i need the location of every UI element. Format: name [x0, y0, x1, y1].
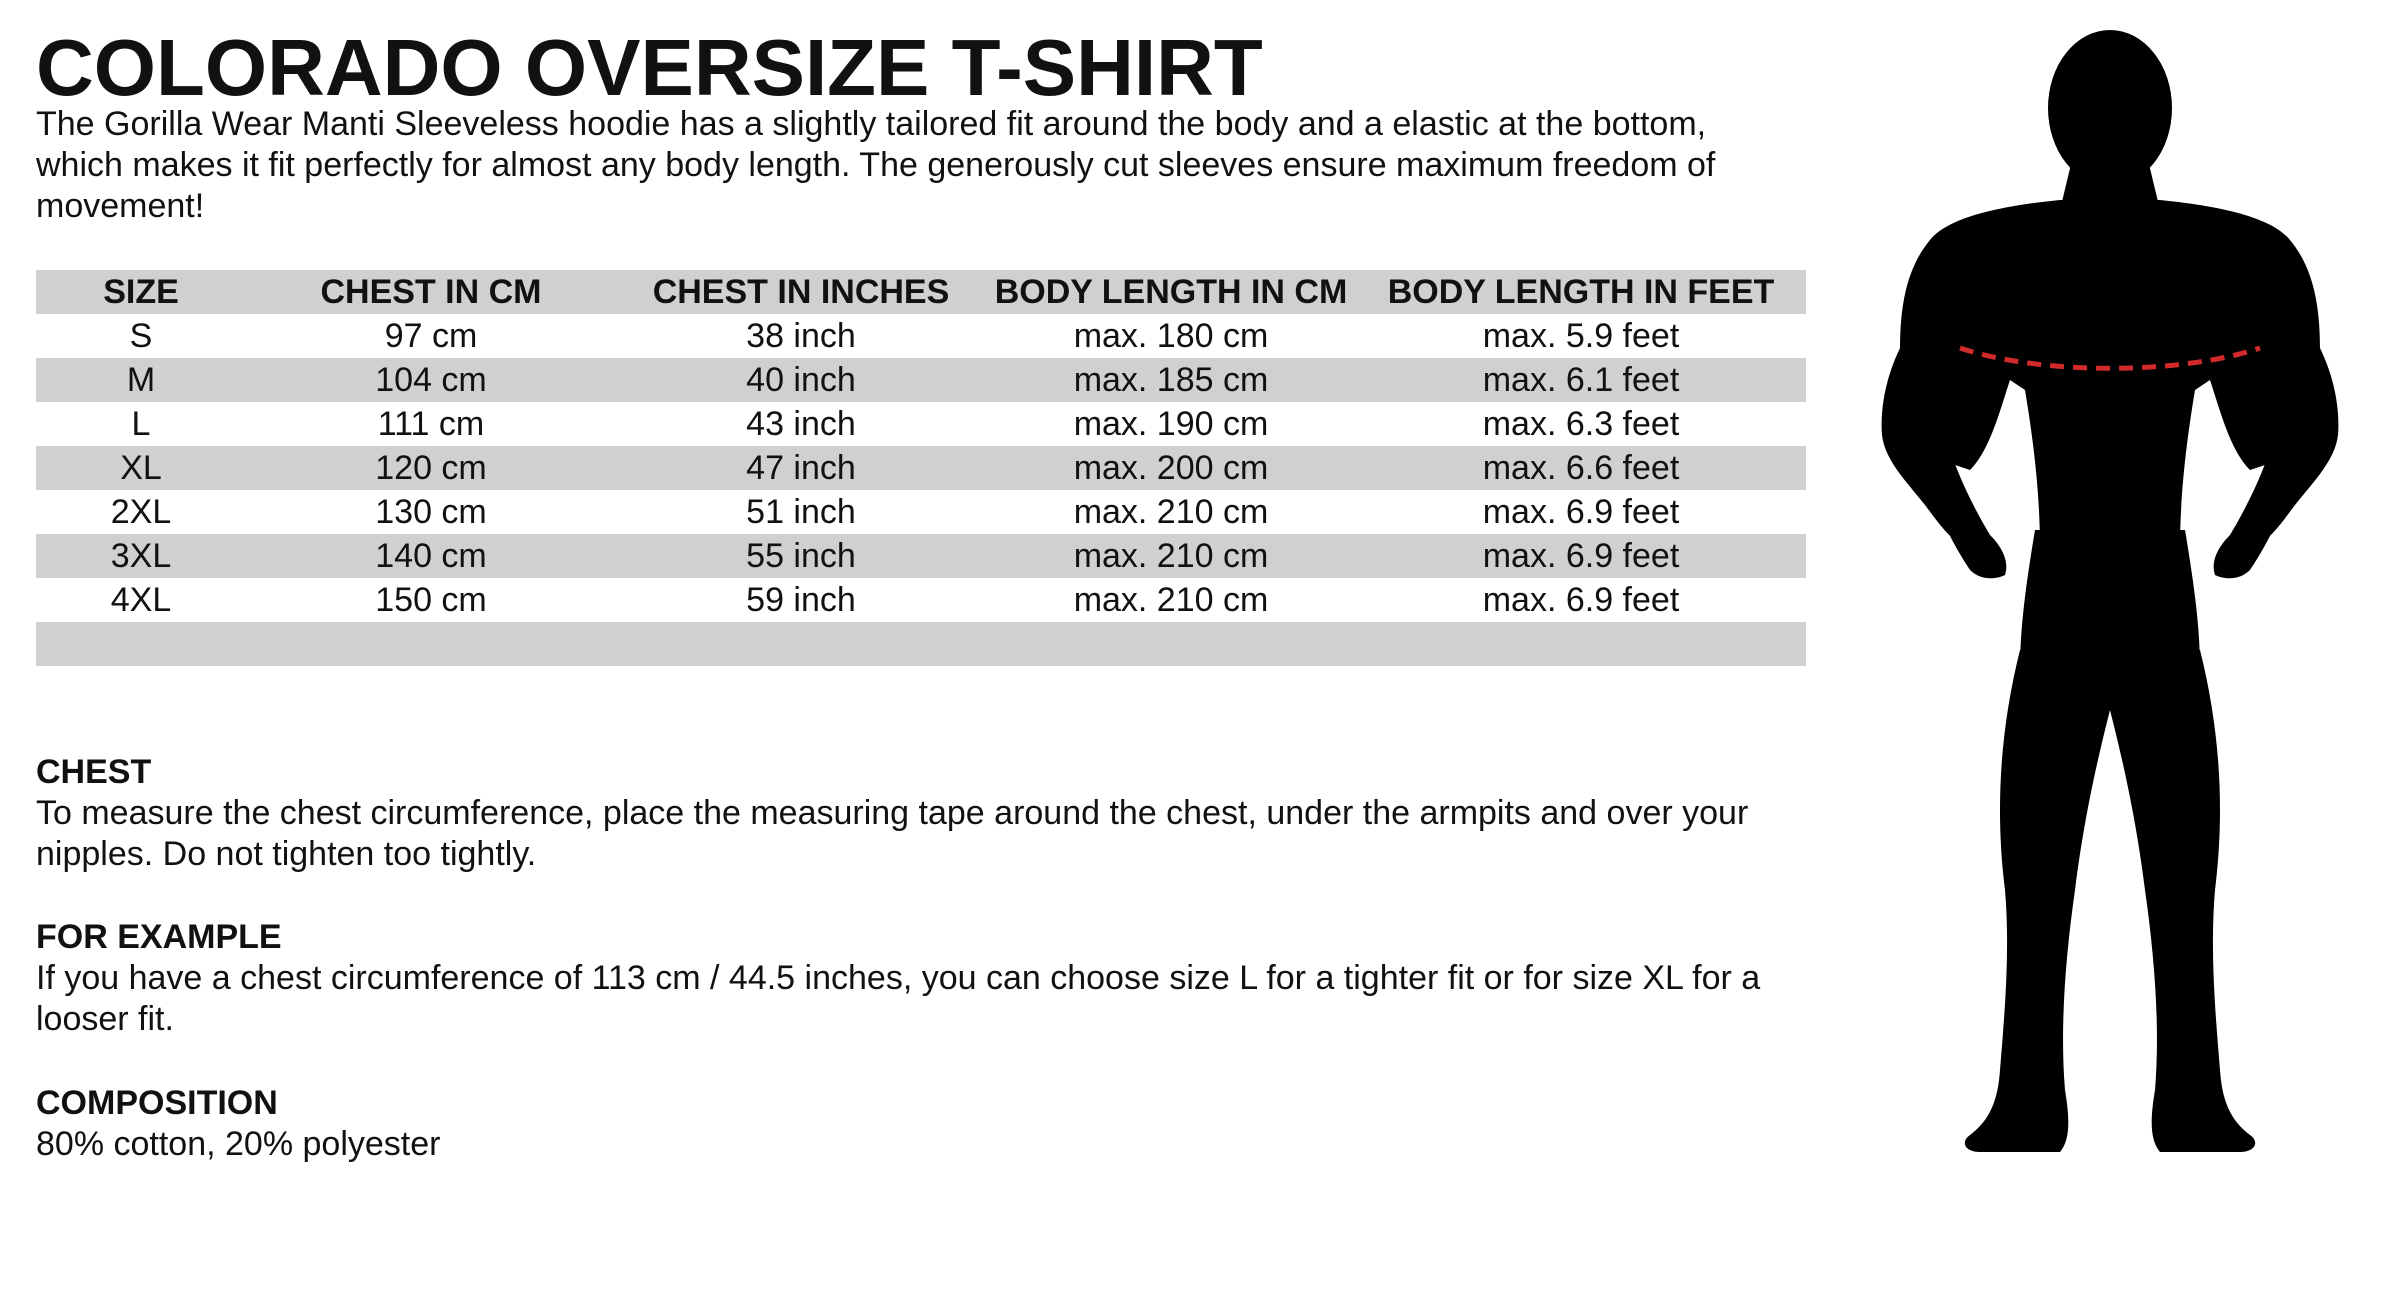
cell-chest-inches: 59 inch [746, 581, 856, 619]
composition-text: 80% cotton, 20% polyester [36, 1125, 441, 1163]
example-section [36, 917, 1816, 1040]
cell-body-length-feet: max. 6.9 feet [1356, 534, 1806, 578]
cell-size: M [36, 358, 246, 402]
cell-body-length-feet: max. 5.9 feet [1482, 317, 1680, 355]
chest-heading: CHEST [36, 753, 152, 791]
header-chest-inches: CHEST IN INCHES [616, 270, 986, 314]
cell-chest-inches: 55 inch [616, 534, 986, 578]
table-row [36, 578, 1806, 622]
chest-instructions: To measure the chest circumference, place the measuring tape around the chest, under the armpits and over your nipples. Do not tighten too tightly. [36, 794, 1749, 873]
header-chest-cm: CHEST IN CM [246, 270, 616, 314]
empty-cell [36, 622, 1806, 666]
cell-chest-inches: 40 inch [616, 358, 986, 402]
cell-body-length-cm: max. 210 cm [1073, 581, 1269, 619]
table-row [36, 402, 1806, 446]
cell-chest-inches: 43 inch [746, 405, 856, 443]
cell-chest-inches: 51 inch [746, 493, 856, 531]
cell-body-length-feet: max. 6.1 feet [1356, 358, 1806, 402]
cell-body-length-feet: max. 6.6 feet [1356, 446, 1806, 490]
table-row [36, 314, 1806, 358]
cell-chest-cm: 150 cm [375, 581, 487, 619]
body-silhouette-icon [1860, 30, 2360, 1170]
cell-body-length-cm: max. 200 cm [986, 446, 1356, 490]
cell-body-length-cm: max. 210 cm [986, 534, 1356, 578]
cell-chest-cm: 120 cm [246, 446, 616, 490]
composition-heading: COMPOSITION [36, 1084, 278, 1122]
composition-section [36, 1083, 1816, 1165]
cell-chest-inches: 47 inch [616, 446, 986, 490]
cell-chest-cm: 140 cm [246, 534, 616, 578]
cell-body-length-cm: max. 185 cm [986, 358, 1356, 402]
page-title: COLORADO OVERSIZE T-SHIRT [36, 23, 1263, 112]
header-size: SIZE [36, 270, 246, 314]
cell-size: L [131, 405, 151, 443]
cell-size: 2XL [110, 493, 172, 531]
table-empty-row [36, 622, 1806, 666]
cell-body-length-feet: max. 6.3 feet [1482, 405, 1680, 443]
size-chart-table [36, 270, 1806, 666]
cell-chest-cm: 104 cm [246, 358, 616, 402]
table-row [36, 534, 1806, 578]
cell-body-length-cm: max. 180 cm [1073, 317, 1269, 355]
product-description: The Gorilla Wear Manti Sleeveless hoodie has a slightly tailored fit around the body and a elastic at the bottom, which makes it fit perfectly for almost any body length. The generously cut sleeves ensure maximum freedom of movement! [36, 105, 1716, 225]
table-row [36, 446, 1806, 490]
cell-chest-inches: 38 inch [746, 317, 856, 355]
cell-size: XL [36, 446, 246, 490]
table-row [36, 358, 1806, 402]
silhouette-shape [1882, 30, 2339, 1152]
cell-size: 3XL [36, 534, 246, 578]
cell-body-length-cm: max. 190 cm [1073, 405, 1269, 443]
table-row [36, 490, 1806, 534]
example-heading: FOR EXAMPLE [36, 918, 282, 956]
chest-section [36, 752, 1816, 875]
cell-body-length-feet: max. 6.9 feet [1482, 493, 1680, 531]
cell-chest-cm: 130 cm [375, 493, 487, 531]
header-body-length-feet: BODY LENGTH IN FEET [1356, 270, 1806, 314]
header-body-length-cm: BODY LENGTH IN CM [986, 270, 1356, 314]
cell-body-length-cm: max. 210 cm [1073, 493, 1269, 531]
cell-chest-cm: 97 cm [384, 317, 478, 355]
example-text: If you have a chest circumference of 113 cm / 44.5 inches, you can choose size L for a tighter fit or for size XL for a looser fit. [36, 959, 1761, 1038]
cell-body-length-feet: max. 6.9 feet [1482, 581, 1680, 619]
cell-chest-cm: 111 cm [377, 405, 485, 443]
cell-size: 4XL [110, 581, 172, 619]
cell-size: S [129, 317, 153, 355]
table-header-row [36, 270, 1806, 314]
